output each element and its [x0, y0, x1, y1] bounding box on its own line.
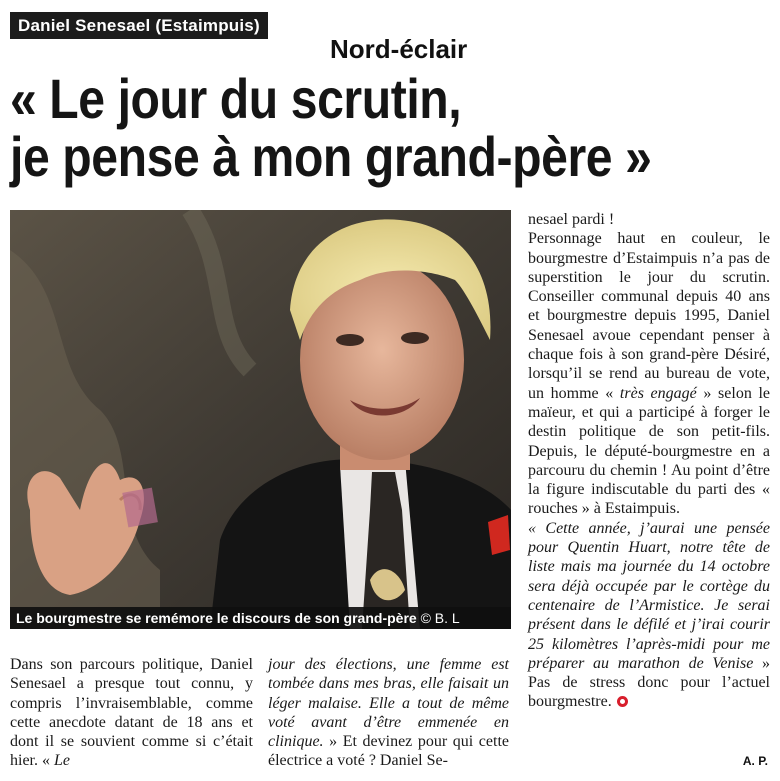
quote-text: jour des élections, une femme est tombée dans mes bras, elle faisait un léger malaise. Elle a tout de même voté avant d’être emmenée en clinique. — [268, 656, 509, 751]
body-paragraph — [10, 655, 253, 771]
body-column-2 — [268, 655, 509, 771]
article-photo — [10, 210, 511, 629]
body-paragraph: nesael pardi ! — [528, 211, 615, 228]
quote-text: « Cette année, j’aurai une pensée pour Quentin Huart, notre tête de liste mais ma journée du 14 octobre sera déjà occupée par le cortège du centenaire de l’Armistice. Je serai présent dans le défilé et j’irai courir 25 kilomètres l’après-midi pour me préparer au marathon de Venise — [528, 519, 770, 672]
body-paragraph — [528, 519, 770, 712]
end-mark-icon — [617, 696, 628, 707]
photo-caption — [10, 607, 511, 629]
body-paragraph — [268, 655, 509, 771]
photo-credit: © B. L — [420, 610, 460, 626]
body-text: » Pas de stress donc pour l’actuel bourgmestre. — [528, 654, 770, 711]
body-text: » Et devinez pour qui cette électrice a voté ? Daniel Se- — [268, 733, 509, 770]
body-column-3 — [528, 210, 770, 712]
body-text: Personnage haut en couleur, le bourgmestre d’Estaimpuis n’a pas de superstition le jour du scrutin. Conseiller communal depuis 40 ans et bourgmestre depuis 1995, Daniel Senesael avoue cependant penser à chaque fois à son grand-père Désiré, lorsqu’il se rend au bureau de vote, un homme « — [528, 230, 770, 402]
section-kicker: Daniel Senesael (Estaimpuis) — [10, 12, 268, 39]
body-paragraph — [528, 229, 770, 518]
caption-text: Le bourgmestre se remémore le discours de son grand-père — [16, 610, 417, 626]
author-signature: A. P. — [742, 754, 768, 768]
quote-text: très engagé — [619, 384, 697, 402]
headline-line-1: « Le jour du scrutin, — [10, 67, 462, 130]
body-text: » selon le maïeur, et qui a participé à forger le destin politique de son petit-fils. Depuis, le député-bourgmestre en a parcouru du chemin ! Au point d’être la figure indiscutable du parti des « rouches » à Estaimpuis. — [528, 384, 771, 518]
body-text: Dans son parcours politique, Daniel Senesael a presque tout connu, y compris l’invraisemblable, comme cette anecdote datant de 18 ans et dont il se souvient comme si c’était hier. « — [10, 656, 253, 770]
headline-line-2: je pense à mon grand-père » — [10, 125, 652, 188]
newspaper-name: Nord-éclair — [330, 34, 468, 64]
body-column-1 — [10, 655, 253, 771]
article-headline — [10, 67, 672, 188]
quote-text: Le — [54, 752, 70, 770]
portrait-illustration — [10, 210, 511, 629]
